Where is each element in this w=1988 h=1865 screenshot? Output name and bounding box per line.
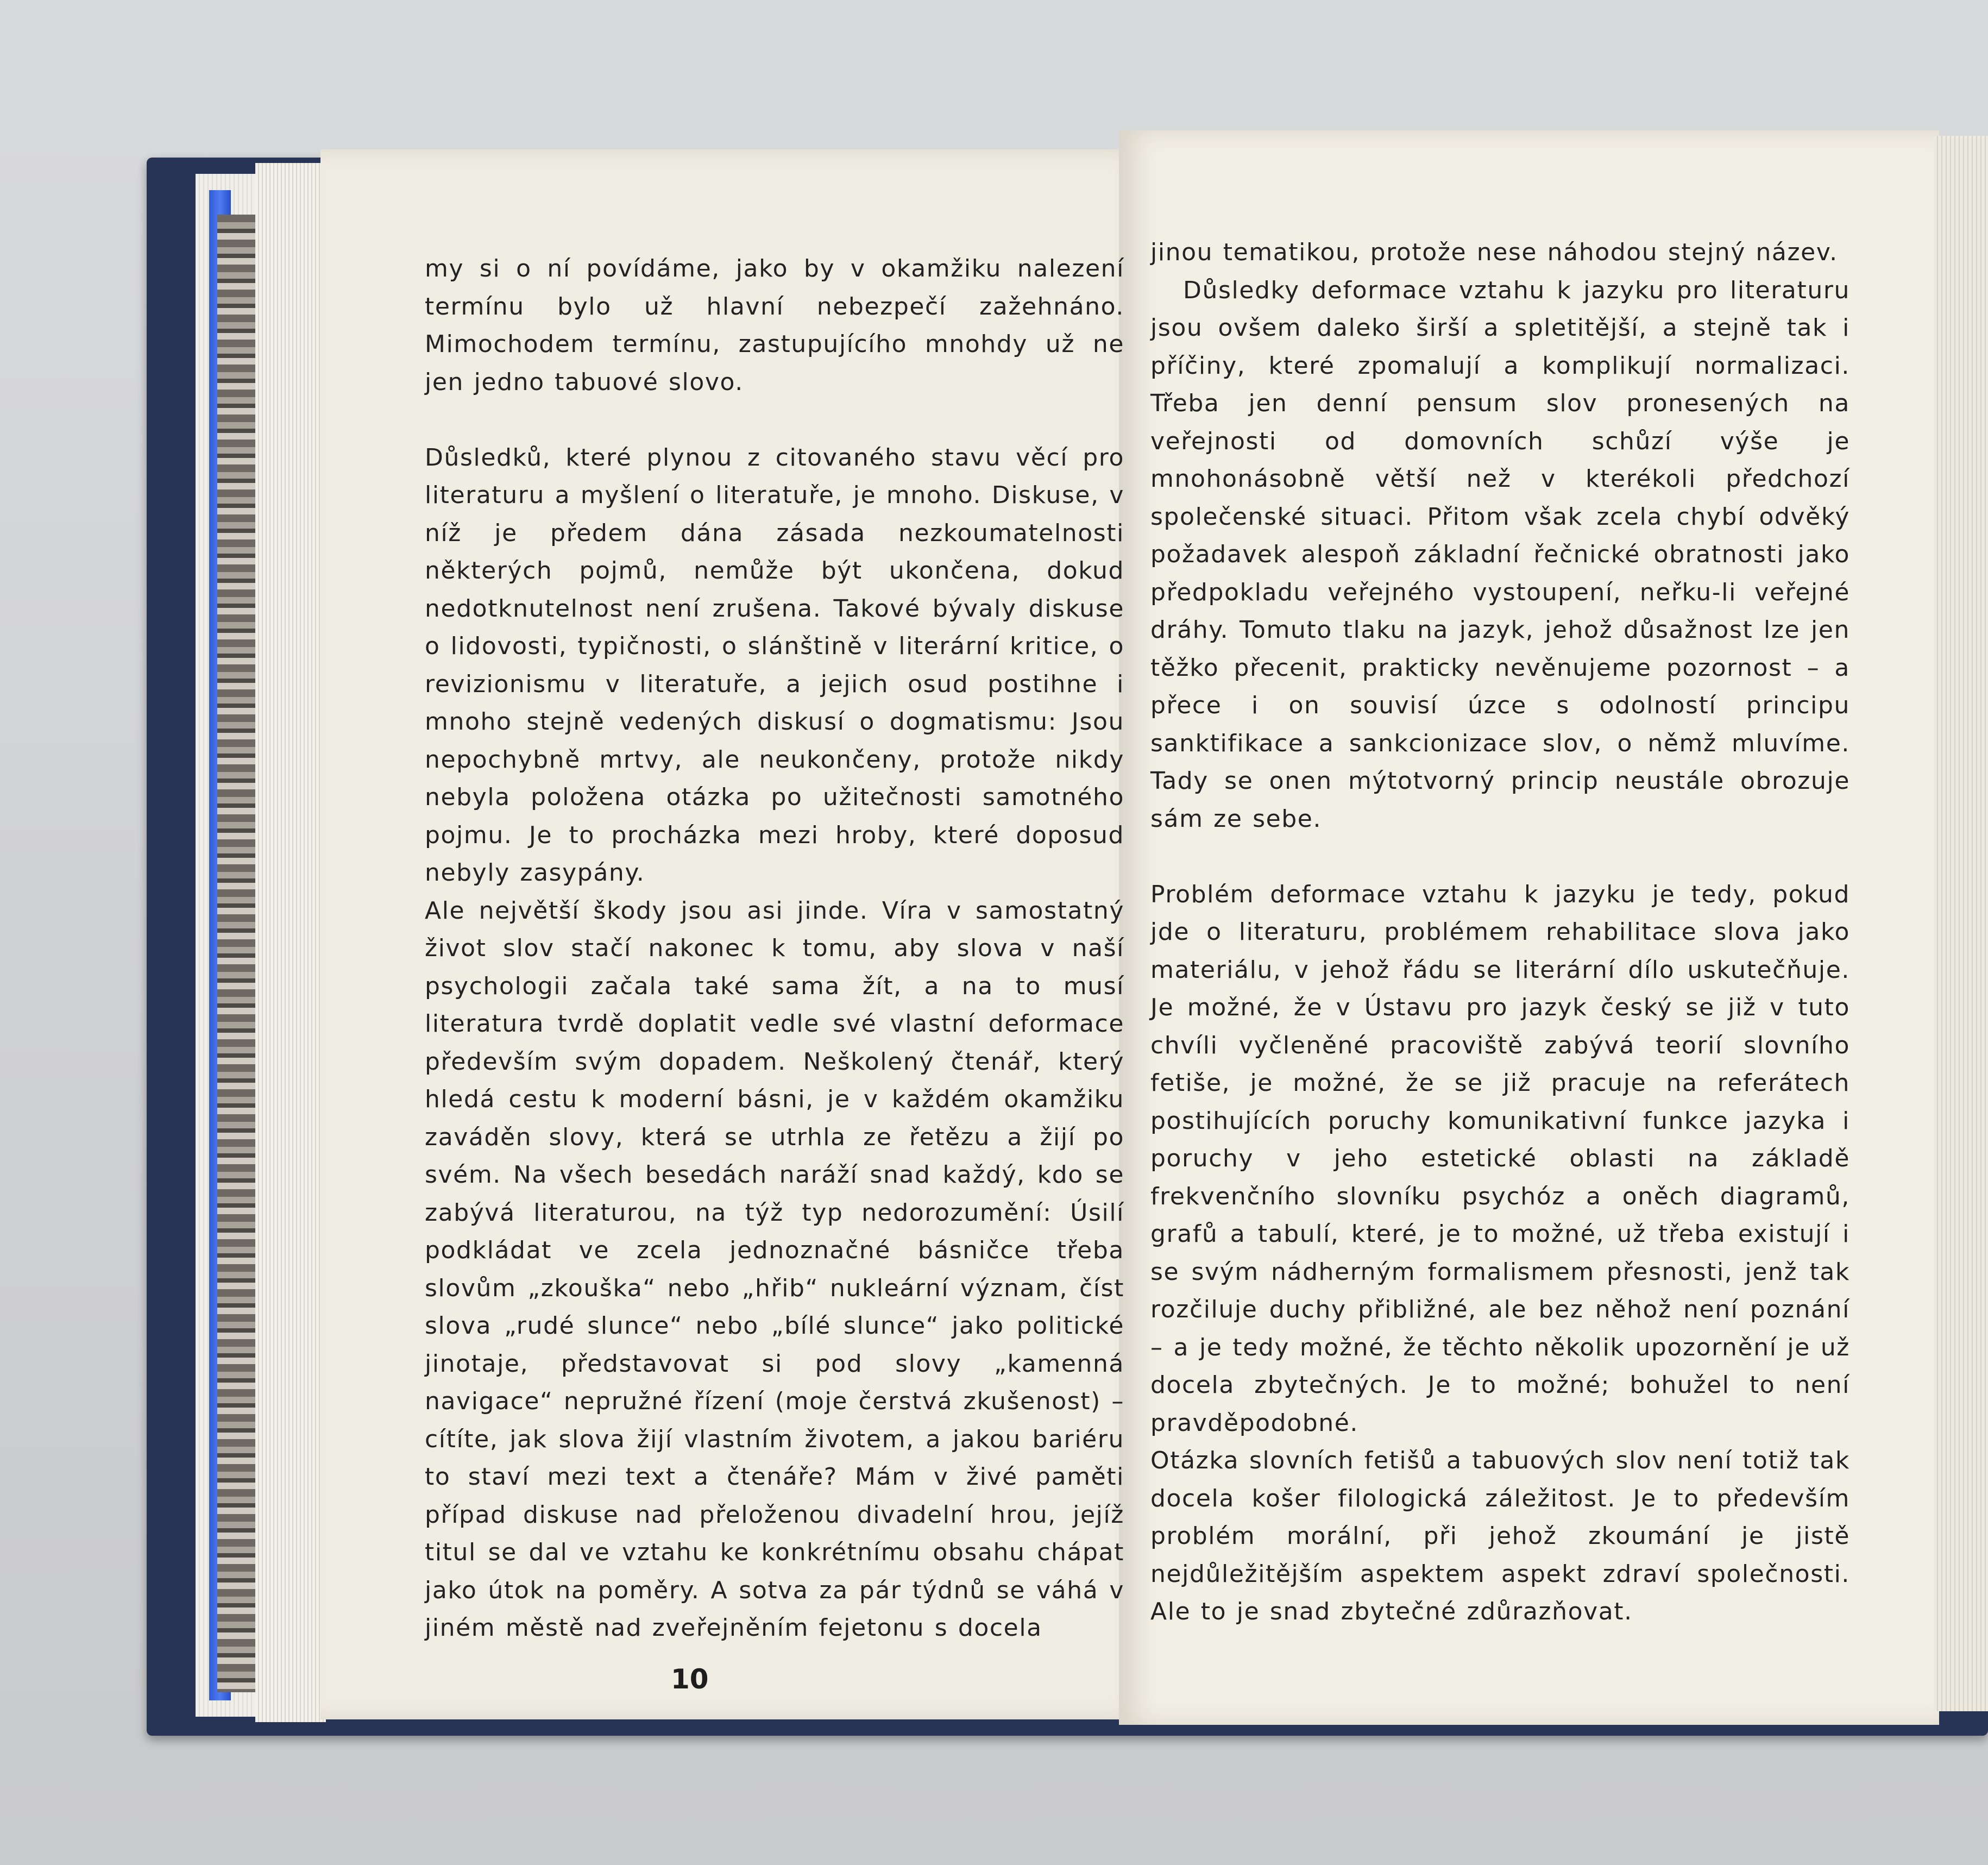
next-page-edge xyxy=(1934,136,1988,1711)
right-paragraph-4: Otázka slovních fetišů a tabuových slov není totiž tak docela košer filologická záležitost. Je to především problém morální, při jehož zkoumání je jistě nejdůležitějším aspektem aspekt zdraví společnosti. Ale to je snad zbytečné zdůrazňovat. xyxy=(1150,1447,1850,1625)
paragraph-spacer xyxy=(1150,838,1850,876)
right-paragraph-3: Problém deformace vztahu k jazyku je tedy, pokud jde o literaturu, problémem rehabilitace slova jako materiálu, v jehož řádu se literární dílo uskutečňuje. Je možné, že v Ústavu pro jazyk český se již v tuto chvíli vyčleněné pracoviště zabývá teorií slovního fetiše, je možné, že se již pracuje na referátech postihujících poruchy komunikativní funkce jazyka i poruchy v jeho estetické oblasti na základě frekvenčního slovníku psychóz a oněch diagramů, grafů a tabulí, které, je to možné, už třeba existují i se svým nádherným formalismem přesnosti, jenž tak rozčiluje duchy přibližné, ale bez něhož není poznání – a je tedy možné, že těchto několik upozornění je už docela zbytečných. Je to možné; bohužel to není pravděpodobné. xyxy=(1150,880,1850,1437)
left-paragraph-3: Ale největší škody jsou asi jinde. Víra v samostatný život slov stačí nakonec k tomu, aby slova v naší psychologii začala také sama žít, a na to musí literatura tvrdě doplatit vedle své vlastní deformace především svým dopadem. Neškolený čtenář, který hledá cestu k moderní básni, je v každém okamžiku zaváděn slovy, která se utrhla ze řetězu a žijí po svém. Na všech besedách naráží snad každý, kdo se zabývá literaturou, na týž typ nedorozumění: Úsilí podkládat ve zcela jednoznačné básničce třeba slovům „zkouška“ nebo „hřib“ nukleární význam, číst slova „rudé slunce“ nebo „bílé slunce“ jako politické jinotaje, představovat si pod slovy „kamenná navigace“ nepružné řízení (moje čerstvá zkušenost) – cítíte, jak slova žijí vlastním životem, a jakou bariéru to staví mezi text a čtenáře? Mám v živé paměti případ diskuse nad přeloženou divadelní hrou, jejíž titul se dal ve vztahu ke konkrétnímu obsahu chápat jako útok na poměry. A sotva za pár týdnů se váhá v jiném městě nad zveřejněním fejetonu s docela xyxy=(425,896,1124,1642)
left-page-text xyxy=(425,250,1124,1647)
right-paragraph-2: Důsledky deformace vztahu k jazyku pro literaturu jsou ovšem daleko širší a spletitější, a stejně tak i příčiny, které zpomalují a komplikují normalizaci. Třeba jen denní pensum slov pronesených na veřejnosti od domovních schůzí výše je mnohonásobně větší než v kterékoli předchozí společenské situaci. Přitom však zcela chybí odvěký požadavek alespoň základní řečnické obratnosti jako předpokladu veřejného vystoupení, neřku-li veřejné dráhy. Tomuto tlaku na jazyk, jehož důsažnost lze jen těžko přecenit, prakticky nevěnujeme pozornost – a přece i on souvisí úzce s odolností principu sanktifikace a sankcionizace slov, o němž mluvíme. Tady se onen mýtotvorný princip neustále obrozuje sám ze sebe. xyxy=(1150,276,1850,833)
paragraph-spacer xyxy=(425,401,1124,439)
left-paragraph-2: Důsledků, které plynou z citovaného stavu věcí pro literaturu a myšlení o literatuře, je mnoho. Diskuse, v níž je předem dána zásada nezkoumatelnosti některých pojmů, nemůže být ukončena, dokud nedotknutelnost není zrušena. Takové bývaly diskuse o lidovosti, typičnosti, o slánštině v literární kritice, o revizionismu v literatuře, a jejich osud postihne i mnoho stejně vedených diskusí o dogmatismu: Jsou nepochybně mrtvy, ale neukončeny, protože nikdy nebyla položena otázka po užitečnosti samotného pojmu. Je to procházka mezi hroby, které doposud nebyly zasypány. xyxy=(425,443,1124,887)
left-paragraph-1: my si o ní povídáme, jako by v okamžiku nalezení termínu bylo už hlavní nebezpečí zažehnáno. Mimochodem termínu, zastupujícího mnohdy už ne jen jedno tabuové slovo. xyxy=(425,255,1124,396)
right-page-text xyxy=(1150,234,1850,1631)
page-number: 10 xyxy=(671,1663,709,1695)
page-stack xyxy=(255,163,326,1722)
right-paragraph-1: jinou tematikou, protože nese náhodou stejný název. xyxy=(1150,238,1838,266)
